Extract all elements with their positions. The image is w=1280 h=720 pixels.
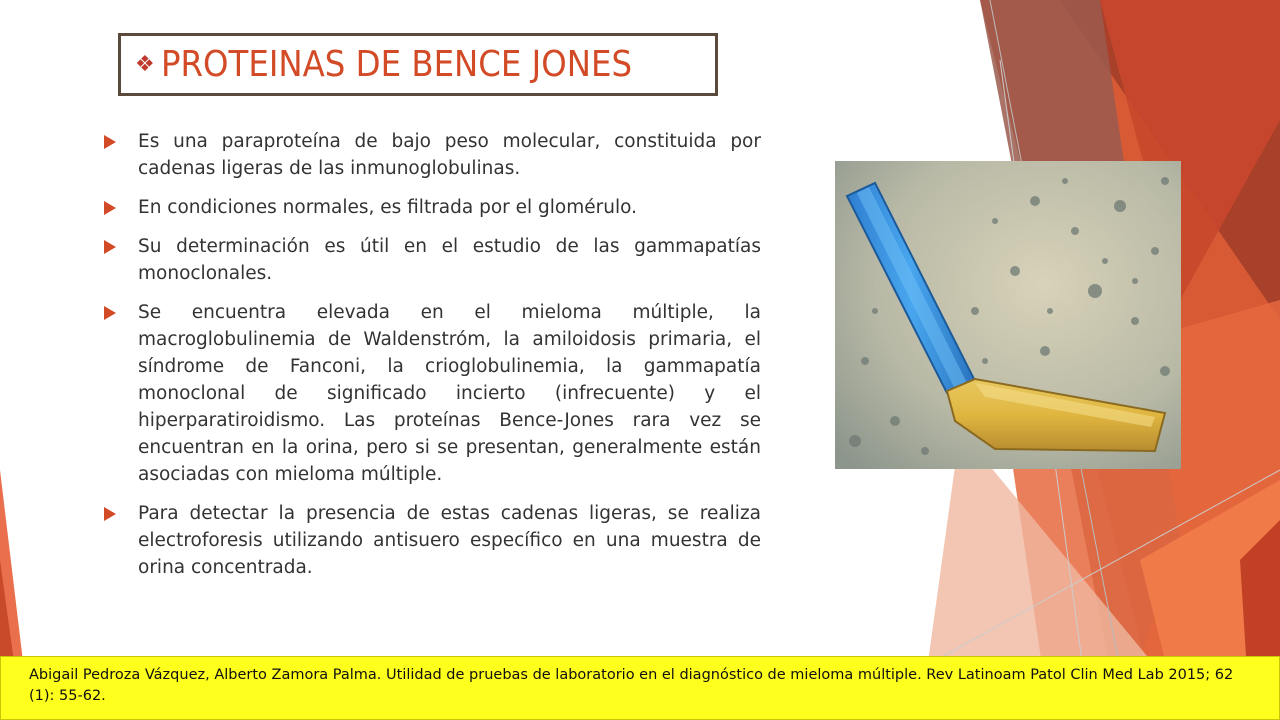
bullet-list bbox=[104, 128, 761, 593]
list-item bbox=[104, 500, 761, 581]
arrow-bullet-icon bbox=[104, 135, 116, 149]
bullet-text: Su determinación es útil en el estudio de las gammapatías monoclonales. bbox=[138, 236, 761, 284]
citation-text: Abigail Pedroza Vázquez, Alberto Zamora Palma. Utilidad de pruebas de laboratorio en el diagnóstico de mieloma múltiple. Rev Latinoam Patol Clin Med Lab 2015; 62 (1): 55-62. bbox=[29, 667, 1234, 704]
crystal-micrograph-image bbox=[835, 161, 1181, 469]
list-item bbox=[104, 128, 761, 182]
citation-box bbox=[0, 656, 1280, 720]
arrow-bullet-icon bbox=[104, 240, 116, 254]
bullet-text: Para detectar la presencia de estas cadenas ligeras, se realiza electroforesis utilizando antisuero específico en una muestra de orina concentrada. bbox=[138, 503, 761, 578]
bullet-text: En condiciones normales, es filtrada por el glomérulo. bbox=[138, 197, 638, 218]
bullet-text: Se encuentra elevada en el mieloma múltiple, la macroglobulinemia de Waldenstróm, la amiloidosis primaria, el síndrome de Fanconi, la crioglobulinemia, la gammapatía monoclonal de significado incierto (infrecuente) y el hiperparatiroidismo. Las proteínas Bence-Jones rara vez se encuentran en la orina, pero si se presentan, generalmente están asociadas con mieloma múltiple. bbox=[138, 302, 761, 485]
page-title: PROTEINAS DE BENCE JONES bbox=[160, 44, 632, 85]
arrow-bullet-icon bbox=[104, 306, 116, 320]
title-box bbox=[118, 33, 718, 96]
arrow-bullet-icon bbox=[104, 201, 116, 215]
list-item bbox=[104, 233, 761, 287]
list-item bbox=[104, 194, 761, 221]
arrow-bullet-icon bbox=[104, 507, 116, 521]
list-item bbox=[104, 299, 761, 488]
bullet-text: Es una paraproteína de bajo peso molecular, constituida por cadenas ligeras de las inmunoglobulinas. bbox=[138, 131, 761, 179]
diamond-bullet-icon: ❖ bbox=[135, 51, 155, 77]
